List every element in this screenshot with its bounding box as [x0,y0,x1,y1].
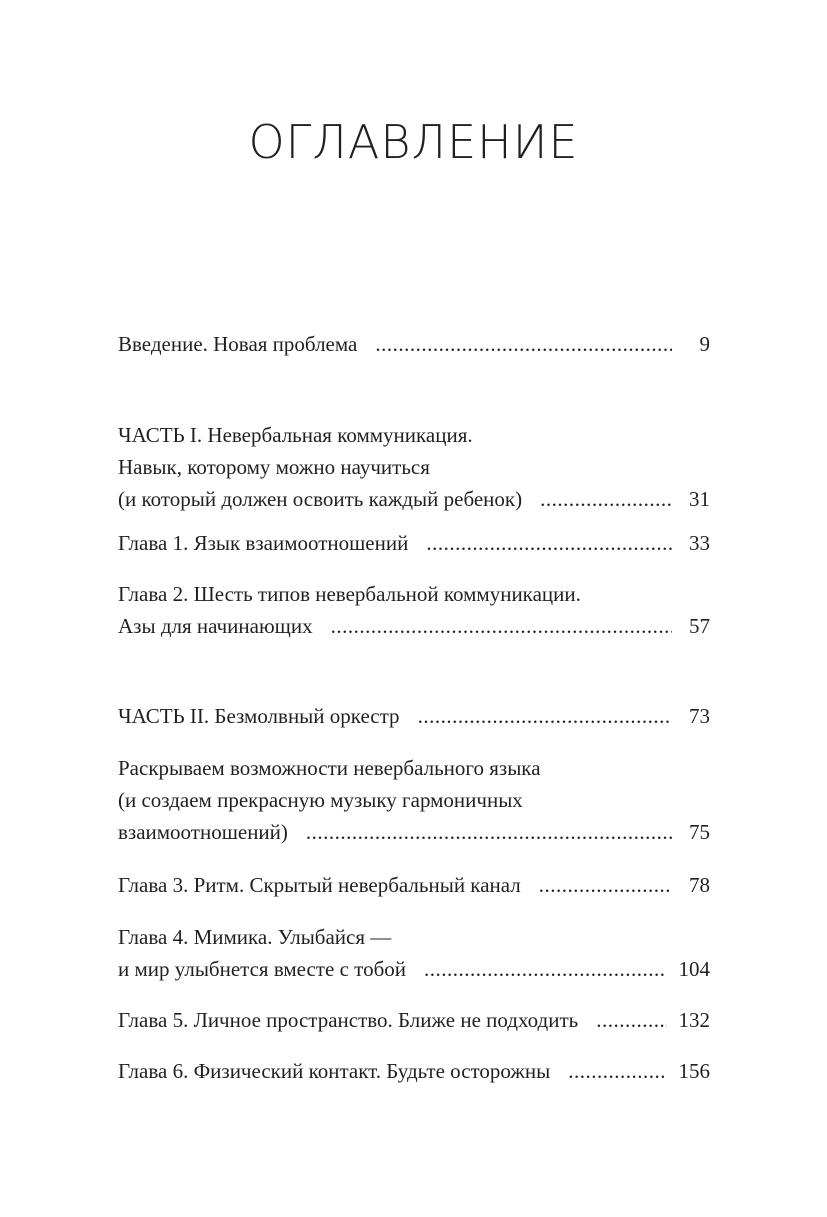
toc-entry-chapter-2[interactable] [118,578,710,642]
toc-leader-dots [426,527,672,559]
toc-leader-dots [539,869,672,901]
toc-entry-line [118,328,710,360]
toc-page-number: 104 [678,957,710,981]
toc-page-number: 75 [689,820,710,844]
toc-leader-dots [596,1004,666,1036]
toc-page-number: 31 [689,487,710,511]
toc-page-number: 57 [689,614,710,638]
toc-entry-title: Глава 5. Личное пространство. Ближе не подходить [118,1008,579,1032]
toc-leader-dots [424,953,667,985]
toc-entry-title-line: Раскрываем возможности невербального языка [118,756,541,780]
toc-entry-title: и мир улыбнется вместе с тобой [118,957,406,981]
toc-entry-line [118,816,710,848]
toc-entry-chapter-3[interactable] [118,869,710,901]
toc-page-number: 78 [689,873,710,897]
toc-page-number: 33 [689,531,710,555]
toc-entry-chapter-4[interactable] [118,921,710,985]
toc-entry-line [118,869,710,901]
page-title: ОГЛАВЛЕНИЕ [248,115,579,169]
toc-leader-dots [331,610,672,642]
toc-entry-line [118,1055,710,1087]
toc-page-number: 73 [689,704,710,728]
toc-entry-title: Глава 1. Язык взаимоотношений [118,531,409,555]
toc-entry-title-line: Глава 2. Шесть типов невербальной коммуникации. [118,582,581,606]
toc-entry-line [118,483,710,515]
toc-entry-title: Азы для начинающих [118,614,313,638]
toc-page-number: 132 [678,1008,710,1032]
toc-page-number: 156 [678,1059,710,1083]
toc-entry-part-2-intro[interactable] [118,752,710,848]
toc-leader-dots [418,700,672,732]
toc-entry-title-line: Глава 4. Мимика. Улыбайся — [118,925,392,949]
toc-entry-introduction[interactable] [118,328,710,360]
toc-entry-line [118,1004,710,1036]
toc-entry-line [118,610,710,642]
toc-entry-chapter-5[interactable] [118,1004,710,1036]
toc-entry-title: Глава 6. Физический контакт. Будьте осторожны [118,1059,551,1083]
toc-leader-dots [568,1055,666,1087]
toc-leader-dots [375,328,672,360]
toc-entry-title-line: ЧАСТЬ I. Невербальная коммуникация. [118,423,473,447]
toc-leader-dots [306,816,672,848]
toc-entry-title-line: Навык, которому можно научиться [118,455,430,479]
toc-entry-title: (и который должен освоить каждый ребенок) [118,487,523,511]
toc-entry-part-1[interactable] [118,419,710,515]
toc-entry-title: взаимоотношений) [118,820,288,844]
toc-entry-chapter-6[interactable] [118,1055,710,1087]
toc-entry-chapter-1[interactable] [118,527,710,559]
toc-entry-line [118,700,710,732]
toc-entry-part-2[interactable] [118,700,710,732]
toc-entry-line [118,953,710,985]
toc-entry-title: Глава 3. Ритм. Скрытый невербальный канал [118,873,521,897]
toc-page-number: 9 [699,332,710,356]
toc-entry-title-line: (и создаем прекрасную музыку гармоничных [118,788,523,812]
toc-entry-line [118,527,710,559]
toc-leader-dots [540,483,672,515]
toc-entry-title: Введение. Новая проблема [118,332,358,356]
toc-entry-title: ЧАСТЬ II. Безмолвный оркестр [118,704,400,728]
